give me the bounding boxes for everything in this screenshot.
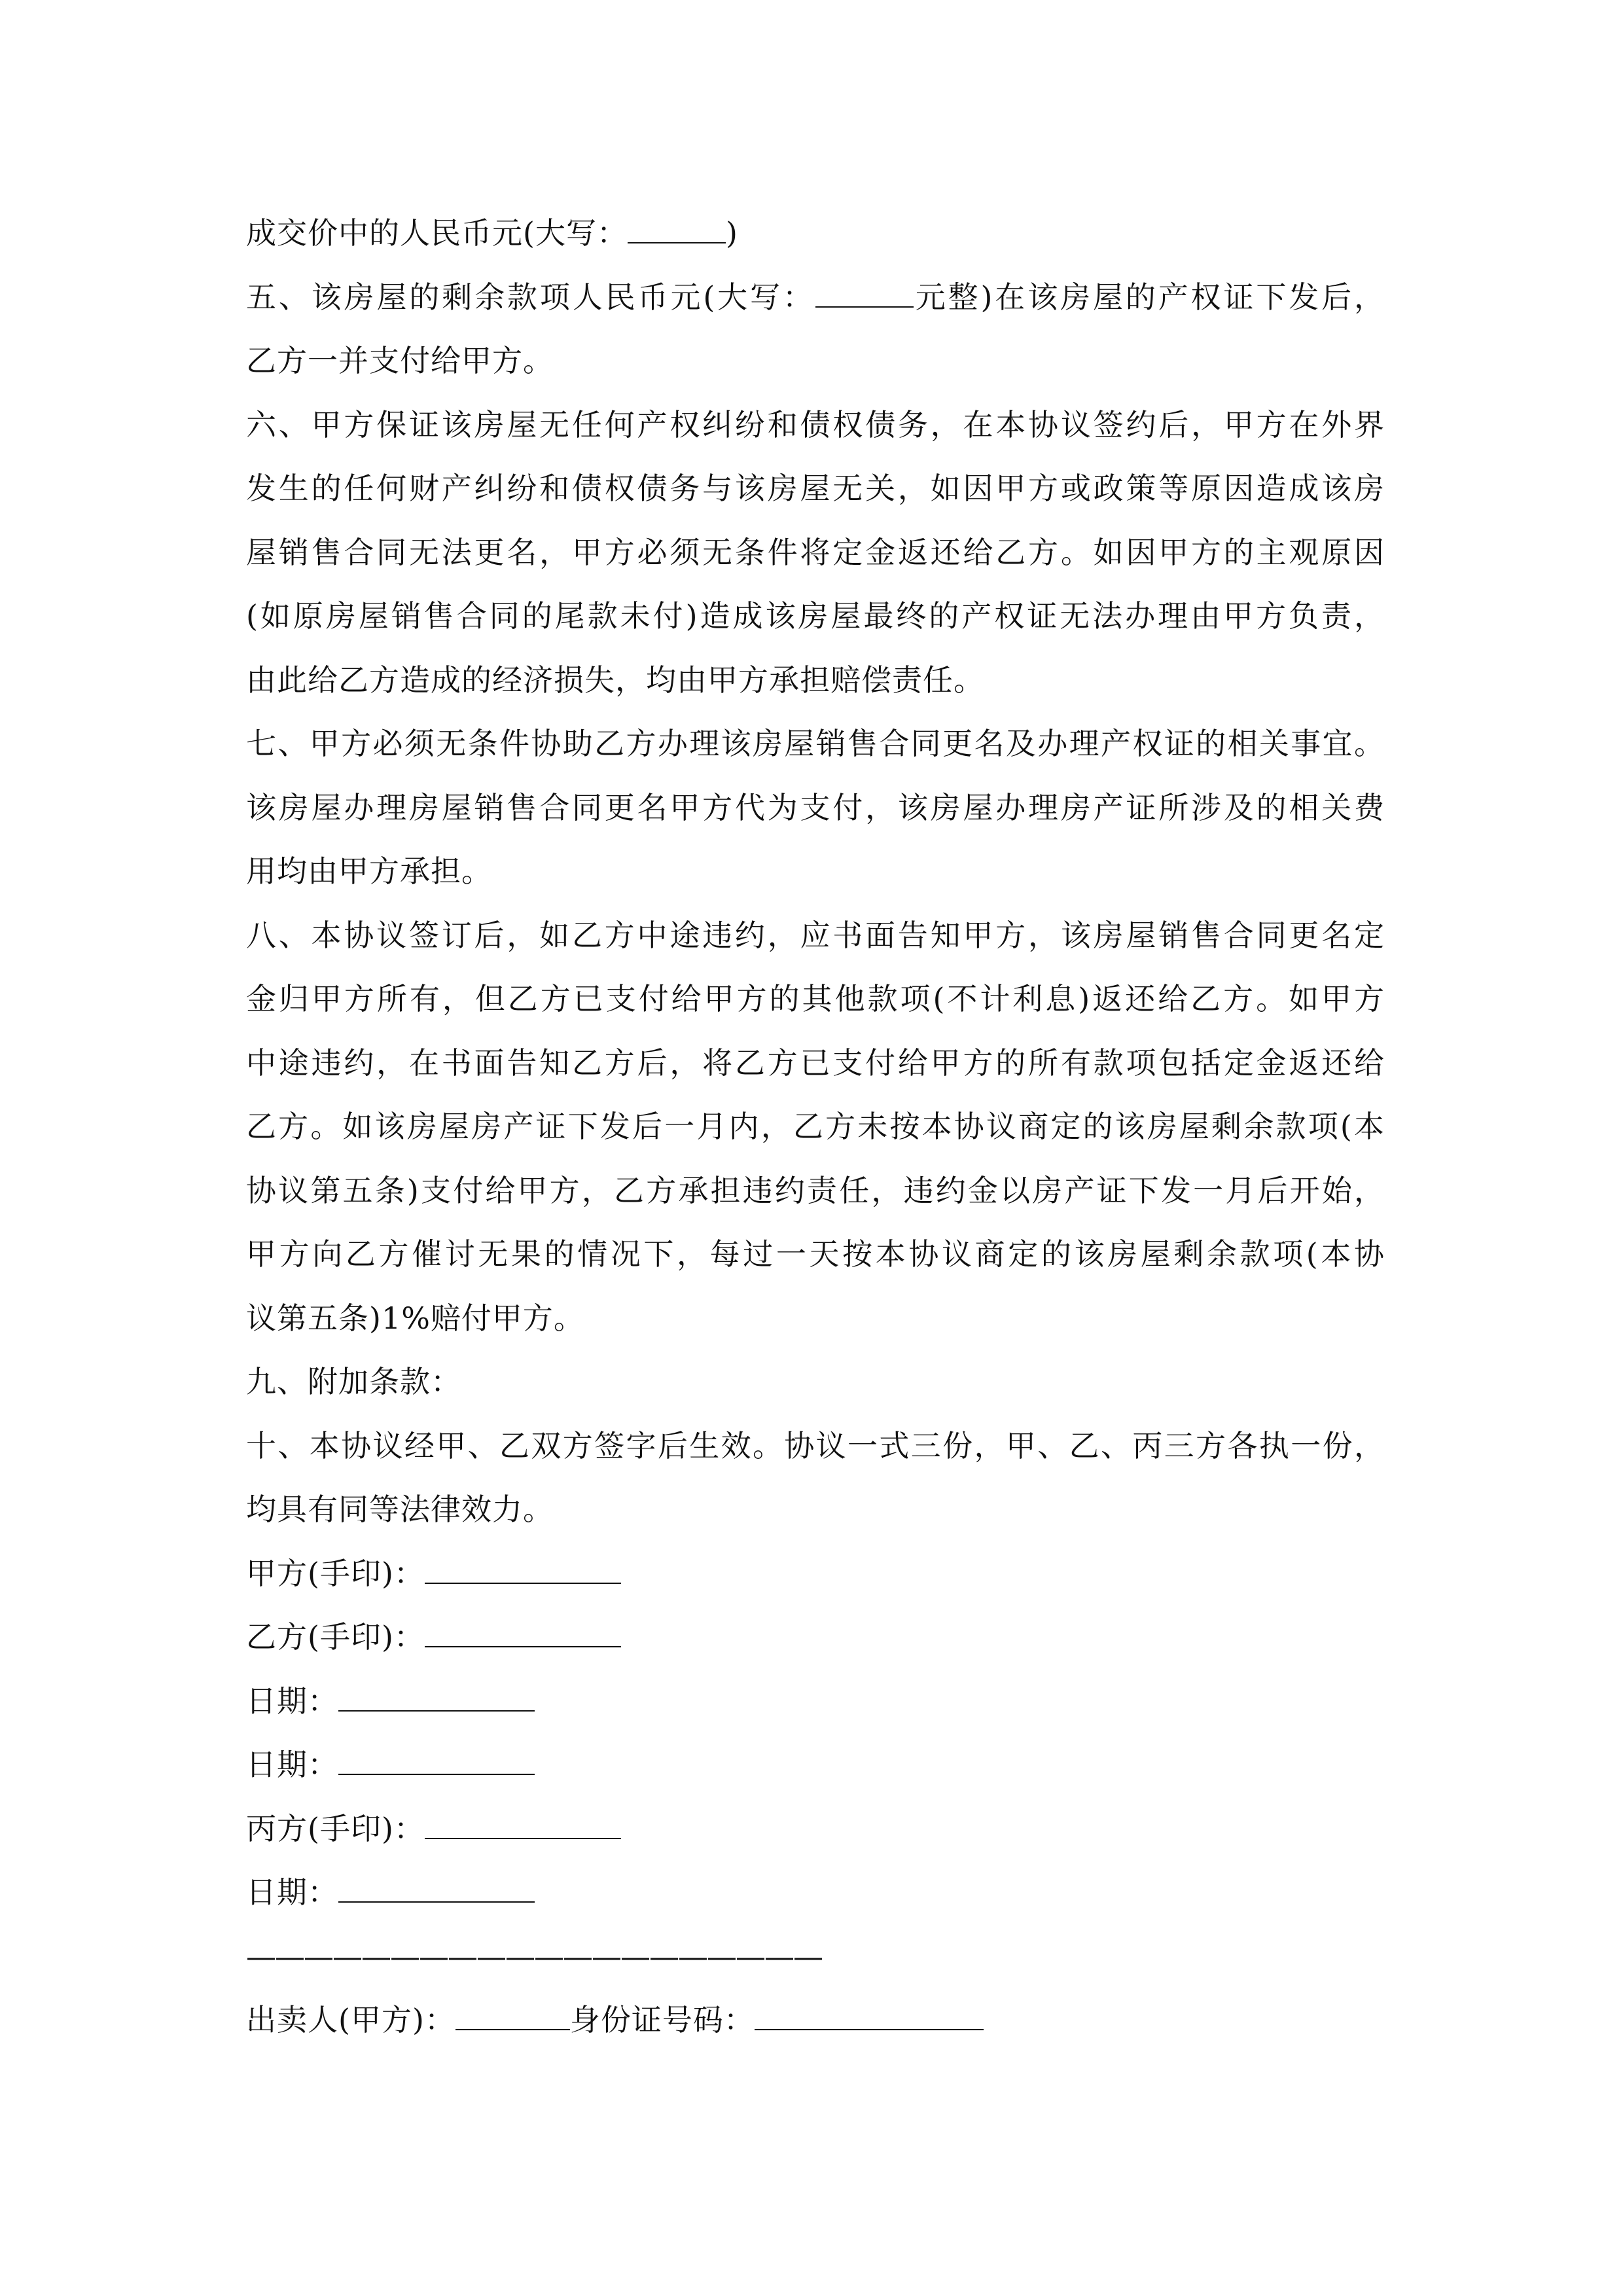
text-line-20: 十、本协议经甲、乙双方签字后生效。协议一式三份，甲、乙、丙三方各执一份， (246, 1427, 1385, 1463)
text-line-16: 协议第五条)支付给甲方，乙方承担违约责任，违约金以房产证下发一月后开始， (246, 1172, 1385, 1208)
text-line-9: 七、甲方必须无条件协助乙方办理该房屋销售合同更名及办理产权证的相关事宜。 (246, 726, 1385, 761)
text-line-12: 八、本协议签订后，如乙方中途违约，应书面告知甲方，该房屋销售合同更名定 (246, 917, 1385, 953)
text-line-13: 金归甲方所有，但乙方已支付给甲方的其他款项(不计利息)返还给乙方。如甲方 (246, 981, 1385, 1016)
text-line-18: 议第五条)1%赔付甲方。 (246, 1300, 584, 1336)
signature-party-b (246, 1605, 1385, 1670)
amount-uppercase-blank-2 (815, 281, 914, 308)
document-page (246, 202, 1385, 2053)
text-line-3: 乙方一并支付给甲方。 (246, 343, 554, 378)
text-line-11: 用均由甲方承担。 (246, 853, 492, 889)
text-line-6: 屋销售合同无法更名，甲方必须无条件将定金返还给乙方。如因甲方的主观原因 (246, 534, 1385, 570)
seller-name-blank (455, 2004, 570, 2030)
party-a-signature-blank (425, 1558, 621, 1584)
amount-uppercase-blank-1 (628, 217, 726, 243)
date-2-label: 日期： (246, 1747, 338, 1782)
text-line-15: 乙方。如该房屋房产证下发后一月内，乙方未按本协议商定的该房屋剩余款项(本 (246, 1109, 1385, 1144)
date-1-label: 日期： (246, 1683, 338, 1719)
separator-line: ———————————————————— (246, 1938, 822, 1974)
signature-date-3 (246, 1861, 1385, 1925)
seller-label: 出卖人(甲方)： (246, 2002, 455, 2037)
signature-date-2 (246, 1733, 1385, 1797)
party-b-signature-blank (425, 1621, 621, 1647)
id-number-blank (755, 2004, 984, 2030)
text-line-21: 均具有同等法律效力。 (246, 1492, 554, 1527)
party-c-label: 丙方(手印)： (246, 1810, 425, 1846)
text-line-8: 由此给乙方造成的经济损失，均由甲方承担赔偿责任。 (246, 662, 984, 698)
text-line-2 (246, 266, 1385, 330)
party-a-label: 甲方(手印)： (246, 1555, 425, 1591)
line-2-text: 五、该房屋的剩余款项人民币元(大写： (246, 279, 815, 315)
text-line-1 (246, 202, 1385, 266)
signature-date-1 (246, 1670, 1385, 1734)
text-line-7: (如原房屋销售合同的尾款未付)造成该房屋最终的产权证无法办理由甲方负责， (246, 598, 1385, 634)
signature-party-c (246, 1797, 1385, 1861)
date-1-blank (338, 1685, 535, 1712)
text-line-19: 九、附加条款： (246, 1364, 461, 1399)
line-1-tail: ) (725, 215, 738, 251)
date-2-blank (338, 1749, 535, 1775)
date-3-blank (338, 1876, 535, 1903)
date-3-label: 日期： (246, 1874, 338, 1910)
signature-party-a (246, 1542, 1385, 1606)
text-line-4: 六、甲方保证该房屋无任何产权纠纷和债权债务，在本协议签约后，甲方在外界 (246, 406, 1385, 442)
id-number-label: 身份证号码： (569, 2002, 755, 2037)
seller-line (246, 1988, 1385, 2053)
line-1-text: 成交价中的人民币元(大写： (246, 215, 628, 251)
party-c-signature-blank (425, 1813, 621, 1839)
text-line-17: 甲方向乙方催讨无果的情况下，每过一天按本协议商定的该房屋剩余款项(本协 (246, 1236, 1385, 1272)
line-2-tail: 元整)在该房屋的产权证下发后， (913, 279, 1385, 315)
text-line-10: 该房屋办理房屋销售合同更名甲方代为支付，该房屋办理房产证所涉及的相关费 (246, 789, 1385, 825)
text-line-14: 中途违约，在书面告知乙方后，将乙方已支付给甲方的所有款项包括定金返还给 (246, 1045, 1385, 1081)
text-line-5: 发生的任何财产纠纷和债权债务与该房屋无关，如因甲方或政策等原因造成该房 (246, 471, 1385, 506)
party-b-label: 乙方(手印)： (246, 1619, 425, 1655)
